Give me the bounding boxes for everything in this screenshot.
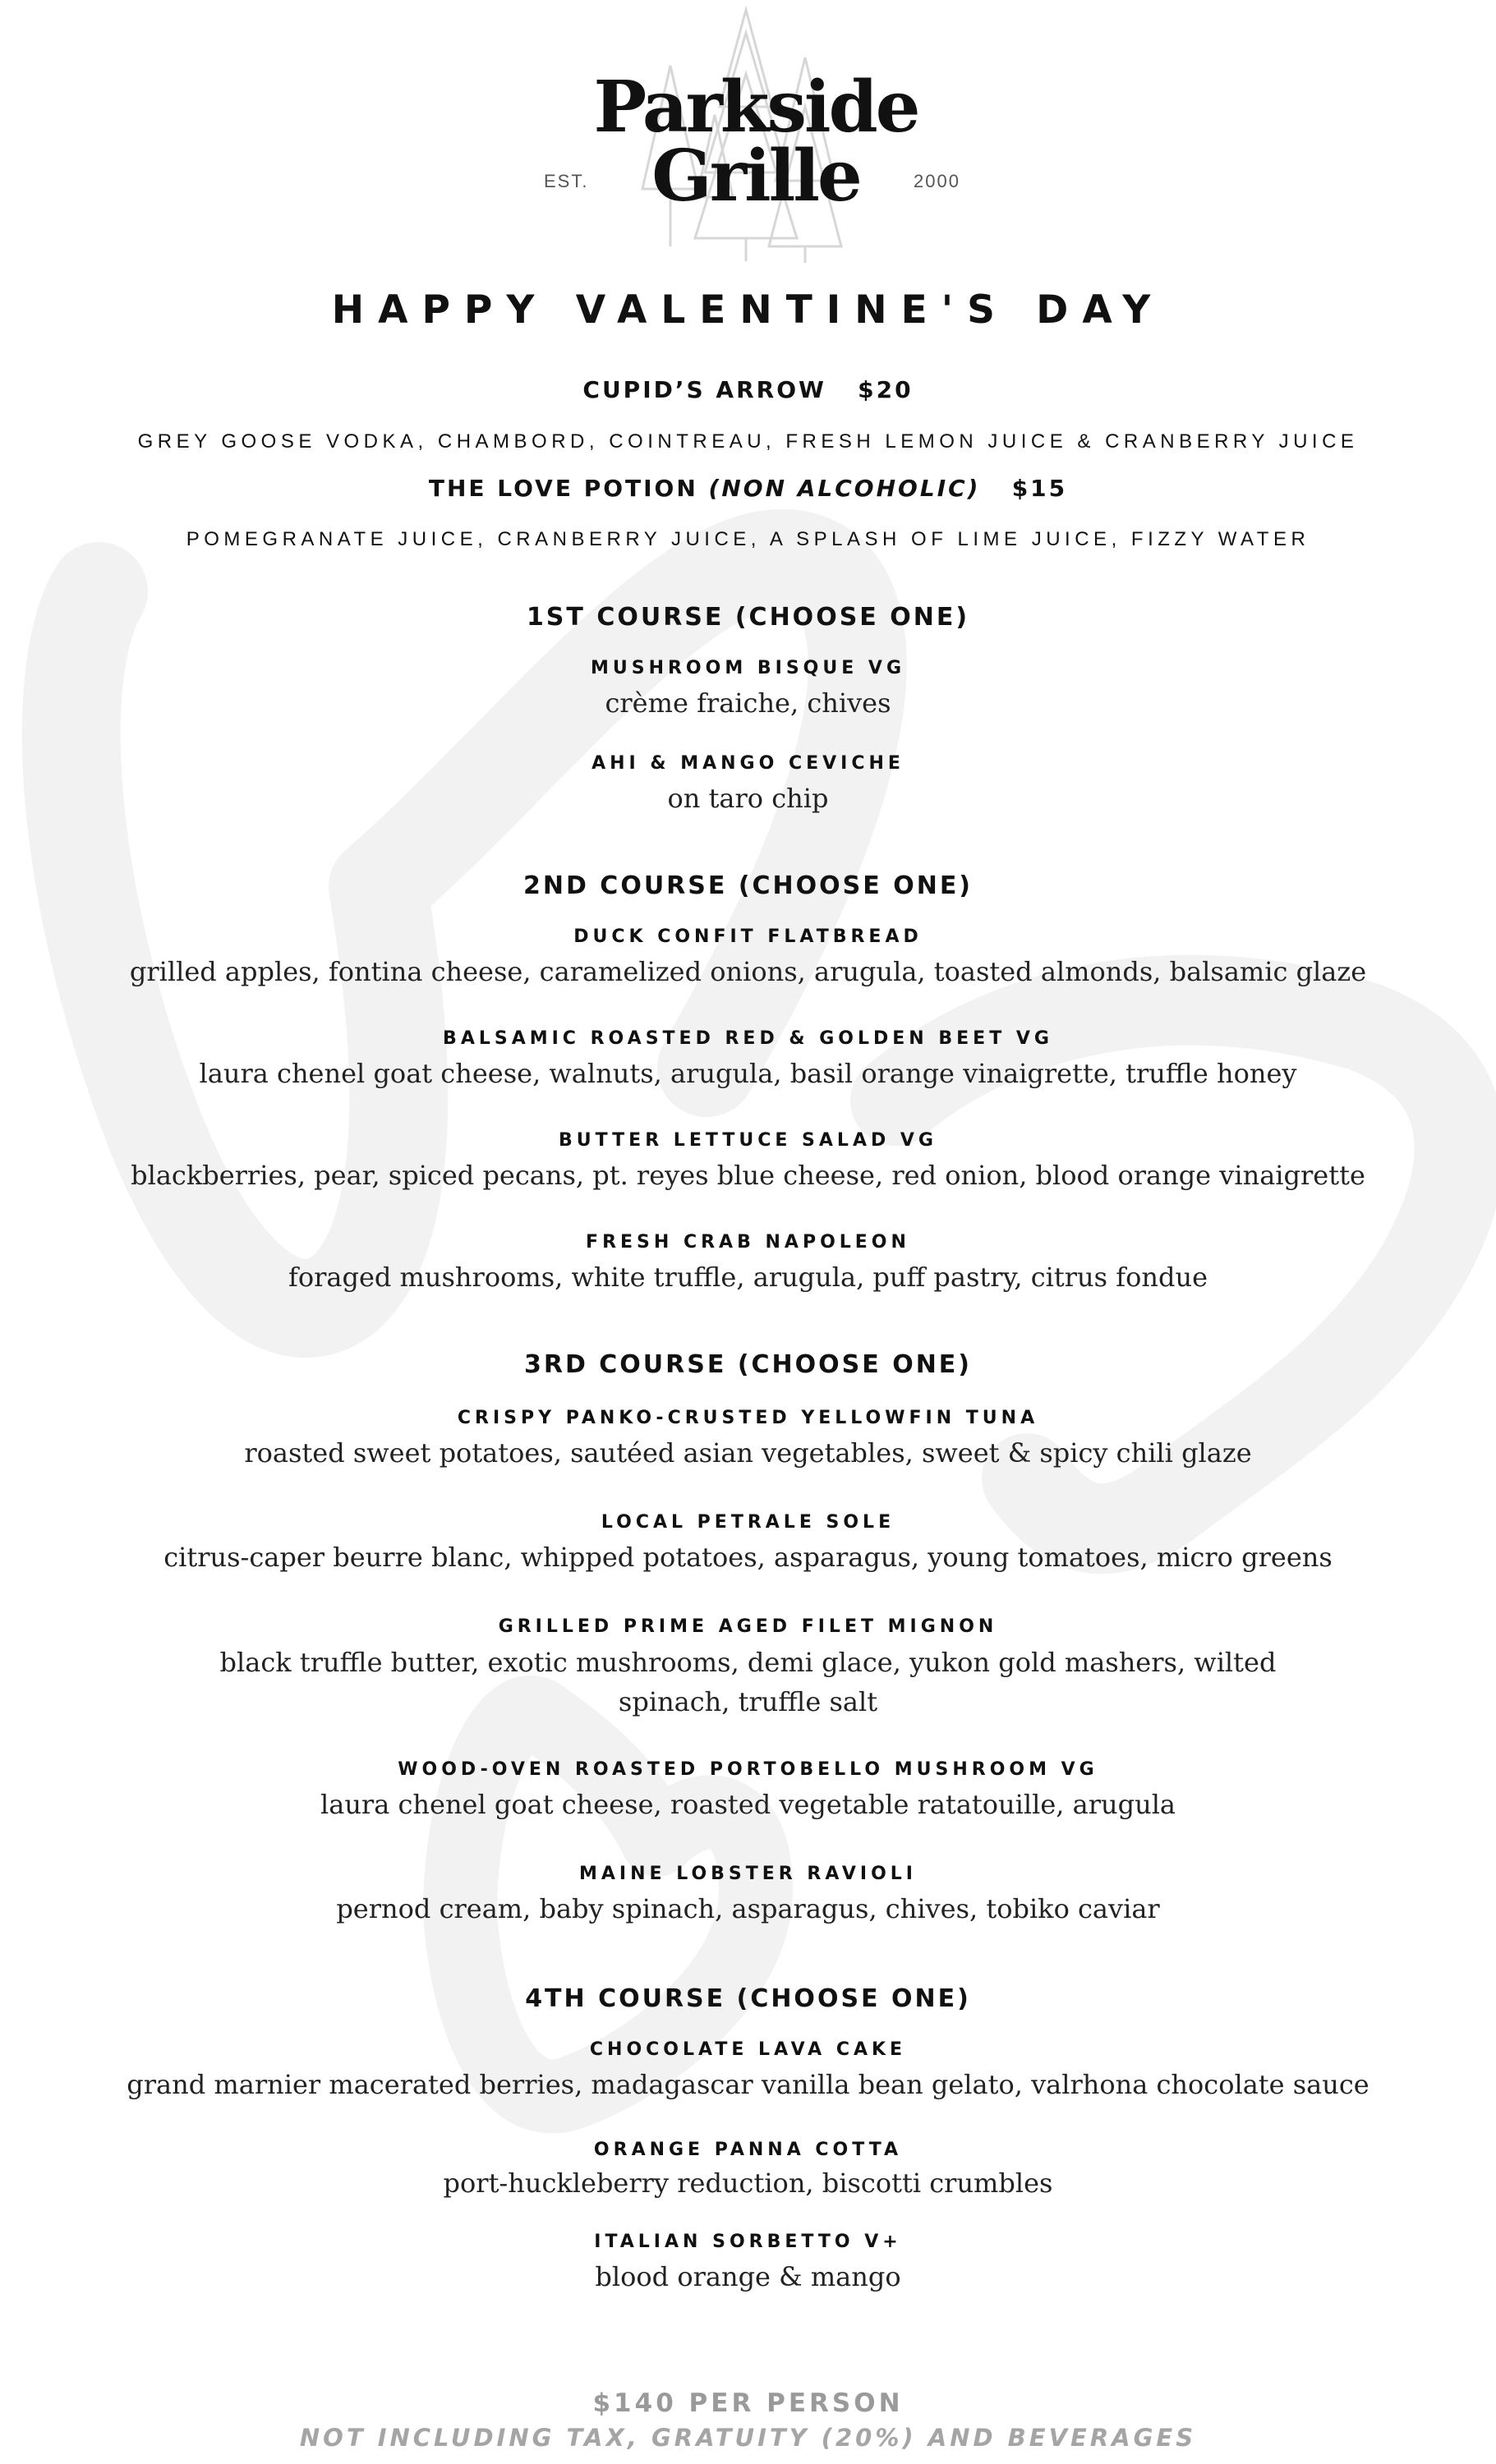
logo-est-label: EST. [544, 171, 589, 191]
menu-item-name: MAINE LOBSTER RAVIOLI [579, 1864, 917, 1884]
menu-item-name: DUCK CONFIT FLATBREAD [573, 926, 923, 947]
menu-item-description: pernod cream, baby spinach, asparagus, chives, tobiko caviar [336, 1893, 1160, 1924]
logo-est-year: 2000 [914, 171, 960, 191]
menu-item-name: ITALIAN SORBETTO V+ [594, 2232, 902, 2252]
logo-wordmark-top: Parkside [593, 66, 918, 149]
course-1-title: 1ST COURSE (CHOOSE ONE) [526, 603, 970, 632]
menu-item-description: roasted sweet potatoes, sautéed asian vegetables, sweet & spicy chili glaze [244, 1437, 1252, 1469]
course-3-title: 3RD COURSE (CHOOSE ONE) [523, 1350, 973, 1379]
menu-item-name: MUSHROOM BISQUE VG [590, 658, 906, 678]
menu-item-description: laura chenel goat cheese, walnuts, arugula, basil orange vinaigrette, truffle honey [199, 1058, 1297, 1089]
menu-item-name: CHOCOLATE LAVA CAKE [589, 2039, 907, 2060]
drink-love-potion-description: POMEGRANATE JUICE, CRANBERRY JUICE, A SPLASH OF LIME JUICE, FIZZY WATER [186, 528, 1310, 550]
course-4-title: 4TH COURSE (CHOOSE ONE) [525, 1984, 971, 2013]
menu-item-description: crème fraiche, chives [605, 687, 891, 719]
restaurant-logo [526, 0, 986, 263]
menu-item-description: grand marnier macerated berries, madagascar vanilla bean gelato, valrhona chocolate sauce [127, 2069, 1369, 2100]
menu-item-description: blackberries, pear, spiced pecans, pt. reyes blue cheese, red onion, blood orange vinaigrette [131, 1160, 1365, 1191]
drink-name: THE LOVE POTION [428, 475, 698, 502]
drink-name: CUPID’S ARROW [582, 376, 826, 403]
drink-price: $15 [1011, 475, 1068, 502]
menu-item-name: ORANGE PANNA COTTA [593, 2140, 903, 2160]
menu-item-description: on taro chip [667, 783, 829, 814]
logo-wordmark-bottom: Grille [651, 135, 860, 218]
footer-price: $140 PER PERSON [592, 2388, 904, 2418]
page-title: HAPPY VALENTINE'S DAY [331, 287, 1165, 333]
menu-item-name: AHI & MANGO CEVICHE [591, 753, 905, 774]
menu-item-description: black truffle butter, exotic mushrooms, demi glace, yukon gold mashers, wilted spinach, truffle salt [219, 1647, 1277, 1717]
drink-cupids-arrow-title [0, 376, 1496, 403]
menu-item-name: WOOD-OVEN ROASTED PORTOBELLO MUSHROOM VG [398, 1759, 1098, 1780]
drink-note: (NON ALCOHOLIC) [708, 475, 981, 502]
menu-item-description: citrus-caper beurre blanc, whipped potatoes, asparagus, young tomatoes, micro greens [163, 1542, 1333, 1573]
menu-item-name: BALSAMIC ROASTED RED & GOLDEN BEET VG [443, 1028, 1053, 1049]
course-2-title: 2ND COURSE (CHOOSE ONE) [522, 871, 974, 900]
menu-item-name: GRILLED PRIME AGED FILET MIGNON [498, 1616, 998, 1637]
drink-price: $20 [858, 376, 914, 403]
menu-item-description: port-huckleberry reduction, biscotti crumbles [443, 2167, 1053, 2199]
menu-item-description: laura chenel goat cheese, roasted vegetable ratatouille, arugula [320, 1789, 1176, 1820]
drink-cupids-arrow-description: GREY GOOSE VODKA, CHAMBORD, COINTREAU, FRESH LEMON JUICE & CRANBERRY JUICE [137, 430, 1359, 453]
drink-love-potion-title [0, 475, 1496, 502]
menu-item-name: BUTTER LETTUCE SALAD VG [559, 1130, 937, 1151]
menu-item-name: CRISPY PANKO-CRUSTED YELLOWFIN TUNA [457, 1408, 1039, 1428]
menu-item-name: FRESH CRAB NAPOLEON [586, 1232, 910, 1253]
footer-note: NOT INCLUDING TAX, GRATUITY (20%) AND BEVERAGES [299, 2424, 1197, 2452]
menu-item-description: grilled apples, fontina cheese, caramelized onions, arugula, toasted almonds, balsamic glaze [129, 956, 1367, 987]
menu-item-description: foraged mushrooms, white truffle, arugula, puff pastry, citrus fondue [288, 1262, 1208, 1293]
menu-item-name: LOCAL PETRALE SOLE [601, 1512, 895, 1533]
menu-item-description: blood orange & mango [595, 2261, 901, 2292]
